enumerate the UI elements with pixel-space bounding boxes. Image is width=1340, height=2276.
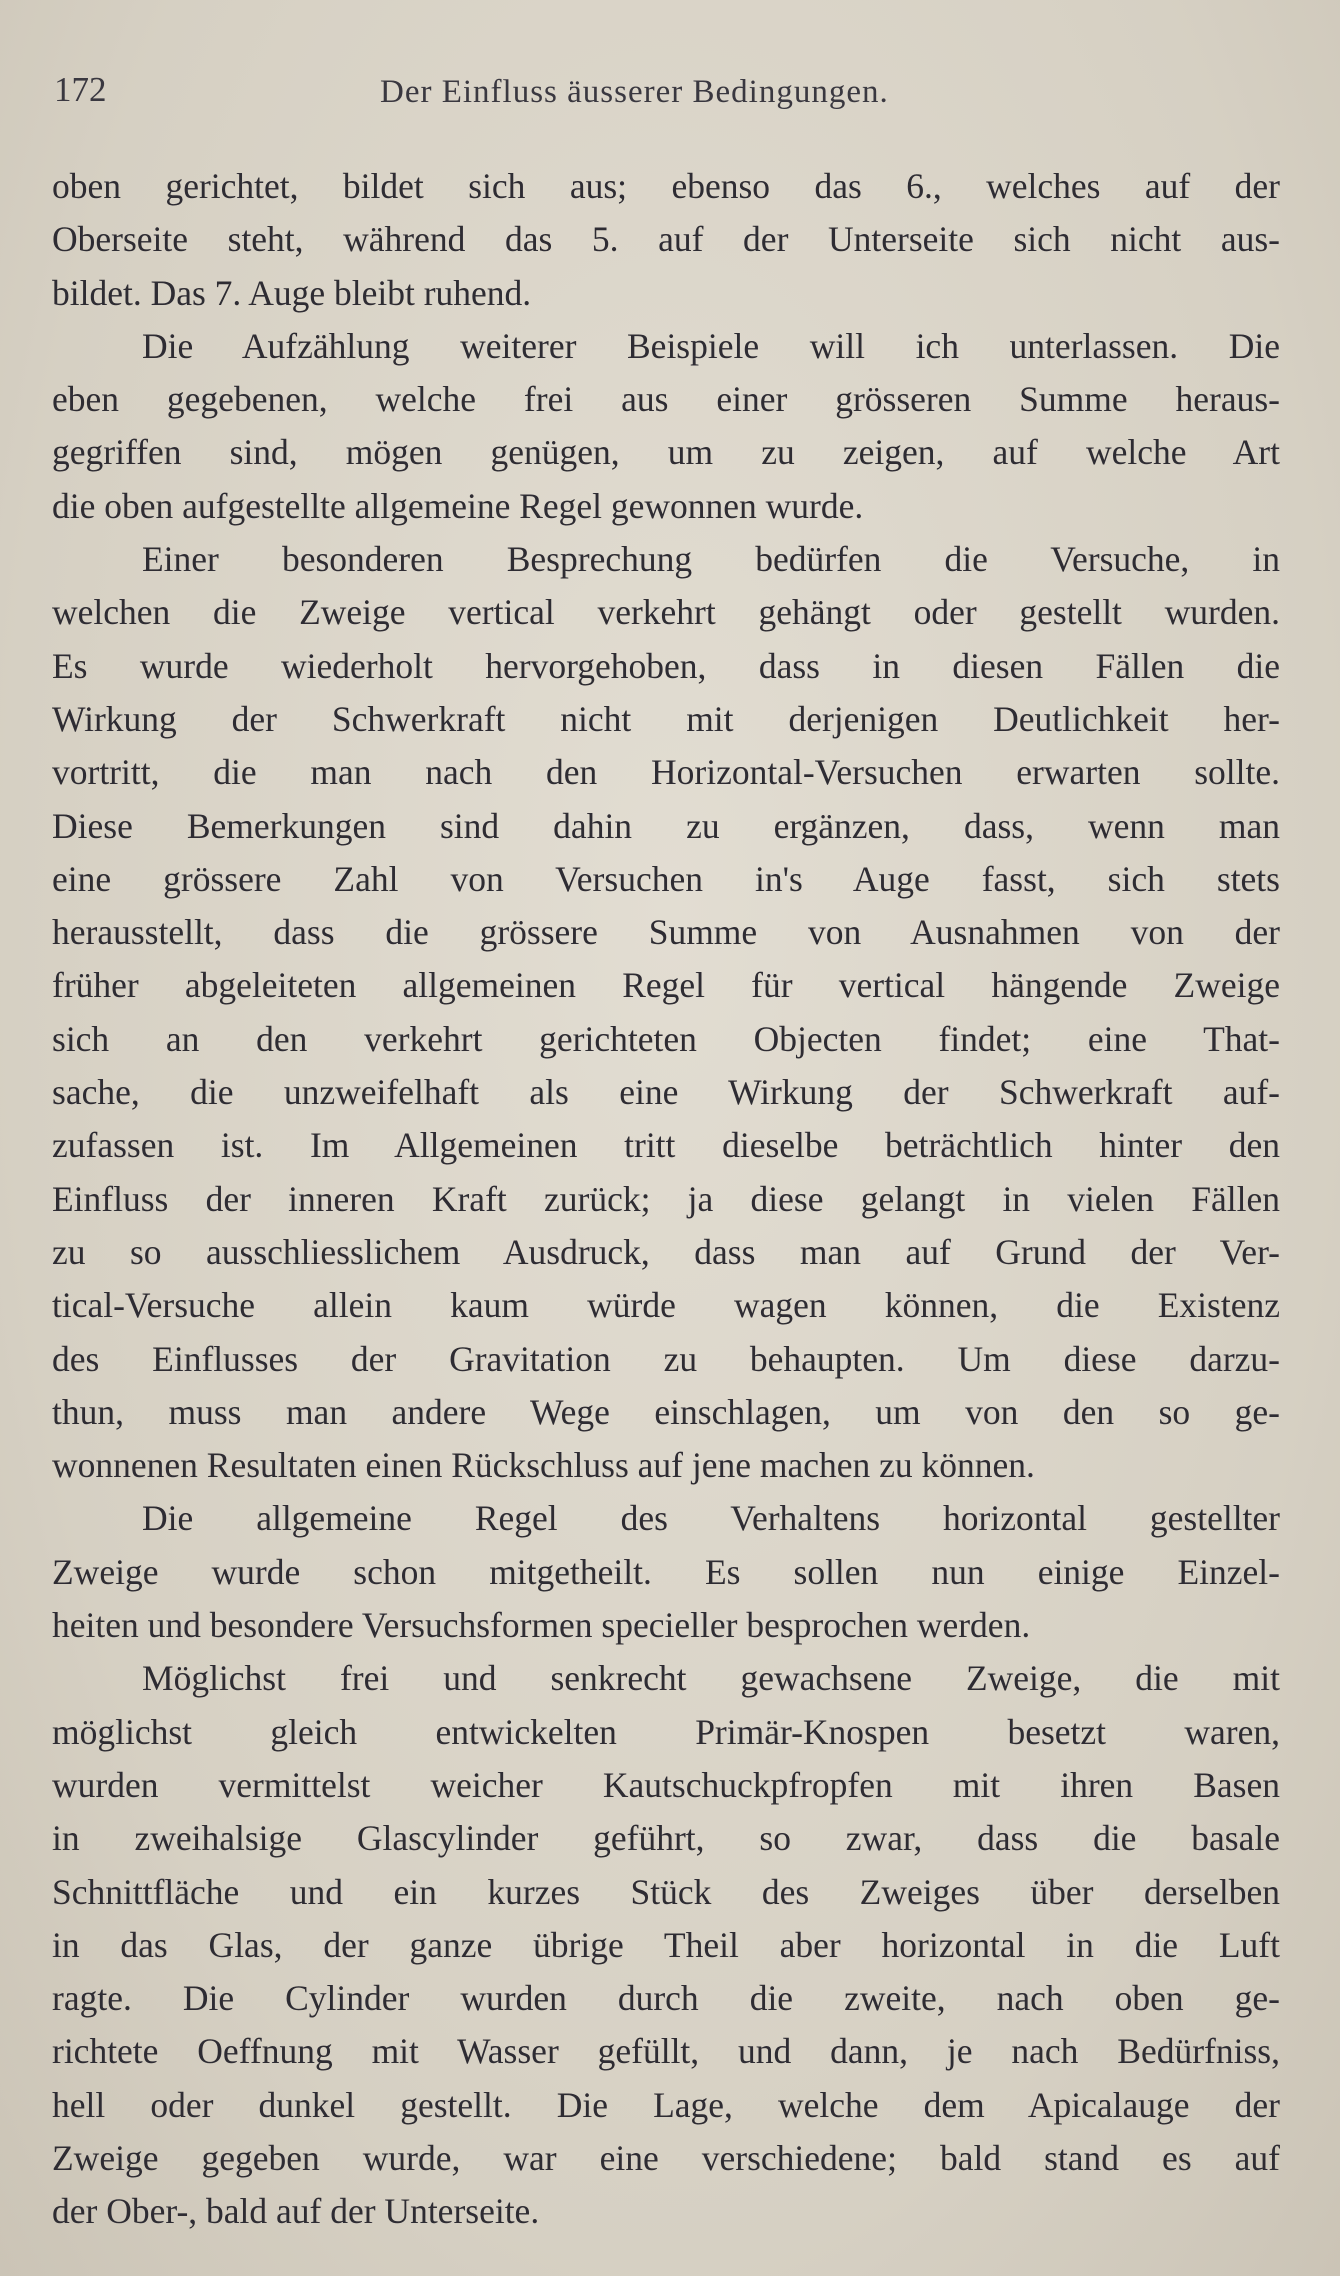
paragraph [52, 160, 1280, 320]
text-line: gegriffen sind, mögen genügen, um zu zeigen, auf welche Art [52, 432, 1280, 473]
text-line: thun, muss man andere Wege einschlagen, um von den so ge- [52, 1391, 1280, 1432]
text-line: vortritt, die man nach den Horizontal-Versuchen erwarten sollte. [52, 752, 1280, 793]
text-line: Zweige wurde schon mitgetheilt. Es sollen nun einige Einzel- [52, 1551, 1280, 1592]
text-line: hell oder dunkel gestellt. Die Lage, welche dem Apicalauge der [52, 2084, 1280, 2125]
text-line: der Ober-, bald auf der Unterseite. [52, 2191, 540, 2232]
text-line: ragte. Die Cylinder wurden durch die zweite, nach oben ge- [52, 1978, 1280, 2019]
paragraph [52, 1492, 1280, 1652]
paragraph [52, 320, 1280, 533]
text-line: wurden vermittelst weicher Kautschuckpfropfen mit ihren Basen [52, 1764, 1280, 1805]
text-line: eben gegebenen, welche frei aus einer grösseren Summe heraus- [52, 379, 1280, 420]
text-line: früher abgeleiteten allgemeinen Regel für vertical hängende Zweige [52, 965, 1280, 1006]
text-line: Zweige gegeben wurde, war eine verschiedene; bald stand es auf [52, 2137, 1280, 2178]
text-line: bildet. Das 7. Auge bleibt ruhend. [52, 272, 532, 313]
text-line: Einfluss der inneren Kraft zurück; ja diese gelangt in vielen Fällen [52, 1178, 1280, 1219]
text-line: Schnittfläche und ein kurzes Stück des Zweiges über derselben [52, 1871, 1280, 1912]
text-line: welchen die Zweige vertical verkehrt gehängt oder gestellt wurden. [52, 592, 1280, 633]
text-line: Es wurde wiederholt hervorgehoben, dass in diesen Fällen die [52, 645, 1280, 686]
text-line: zufassen ist. Im Allgemeinen tritt dieselbe beträchtlich hinter den [52, 1125, 1280, 1166]
body-text [52, 160, 1280, 2239]
page-number: 172 [54, 70, 107, 109]
text-line: herausstellt, dass die grössere Summe von Ausnahmen von der [52, 912, 1280, 953]
text-line: in zweihalsige Glascylinder geführt, so zwar, dass die basale [52, 1818, 1280, 1859]
text-line: oben gerichtet, bildet sich aus; ebenso das 6., welches auf der [52, 166, 1280, 206]
text-line: sache, die unzweifelhaft als eine Wirkung der Schwerkraft auf- [52, 1072, 1280, 1113]
text-line: wonnenen Resultaten einen Rückschluss auf jene machen zu können. [52, 1445, 1035, 1486]
text-line: in das Glas, der ganze übrige Theil aber horizontal in die Luft [52, 1924, 1280, 1965]
paragraph [52, 1652, 1280, 2238]
running-title: Der Einfluss äusserer Bedingungen. [380, 74, 889, 110]
text-line: Wirkung der Schwerkraft nicht mit derjenigen Deutlichkeit her- [52, 698, 1280, 739]
paragraph [52, 533, 1280, 1492]
text-line: tical-Versuche allein kaum würde wagen können, die Existenz [52, 1285, 1280, 1326]
text-line: die oben aufgestellte allgemeine Regel gewonnen wurde. [52, 485, 864, 526]
text-line: richtete Oeffnung mit Wasser gefüllt, und dann, je nach Bedürfniss, [52, 2031, 1280, 2072]
text-line: zu so ausschliesslichem Ausdruck, dass man auf Grund der Ver- [52, 1231, 1280, 1272]
text-line: Die allgemeine Regel des Verhaltens horizontal gestellter [142, 1498, 1280, 1539]
text-line: sich an den verkehrt gerichteten Objecten findet; eine That- [52, 1018, 1280, 1059]
page-header [54, 64, 1280, 114]
text-line: möglichst gleich entwickelten Primär-Knospen besetzt waren, [52, 1711, 1280, 1752]
text-line: Einer besonderen Besprechung bedürfen die Versuche, in [142, 539, 1280, 580]
text-line: eine grössere Zahl von Versuchen in's Auge fasst, sich stets [52, 858, 1280, 899]
text-line: heiten und besondere Versuchsformen specieller besprochen werden. [52, 1605, 1031, 1646]
text-line: Oberseite steht, während das 5. auf der Unterseite sich nicht aus- [52, 219, 1280, 260]
text-line: Möglichst frei und senkrecht gewachsene Zweige, die mit [142, 1658, 1280, 1699]
text-line: des Einflusses der Gravitation zu behaupten. Um diese darzu- [52, 1338, 1280, 1379]
text-line: Diese Bemerkungen sind dahin zu ergänzen, dass, wenn man [52, 805, 1280, 846]
text-line: Die Aufzählung weiterer Beispiele will ich unterlassen. Die [142, 325, 1280, 366]
